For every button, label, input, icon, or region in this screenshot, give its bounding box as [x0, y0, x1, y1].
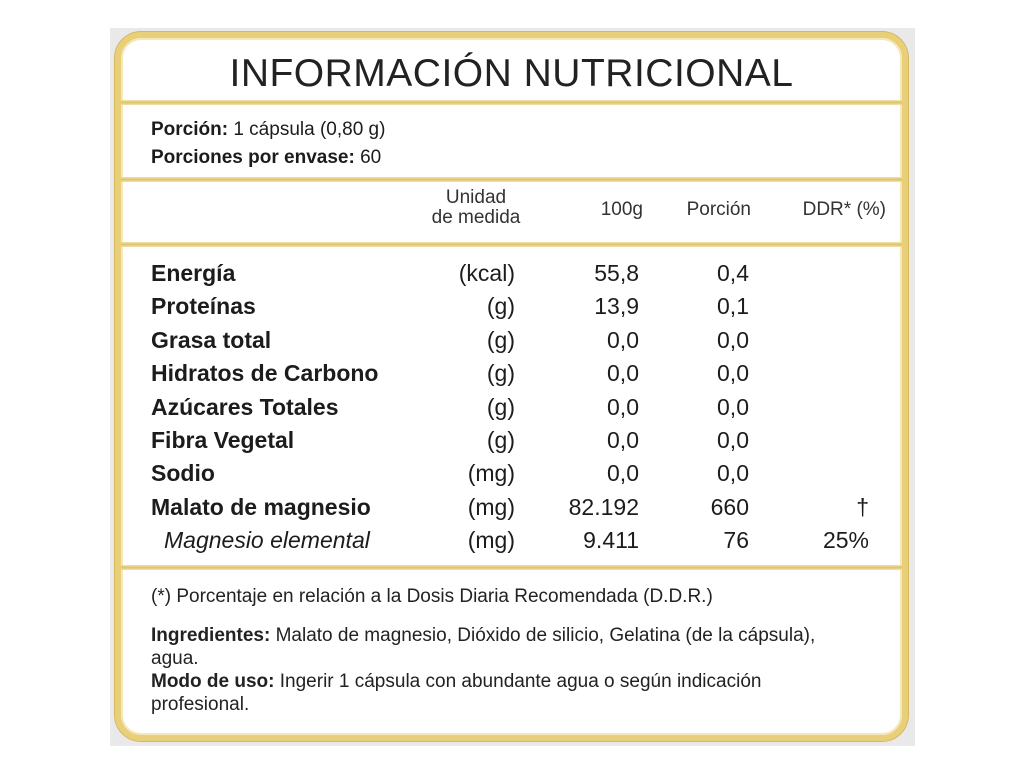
table-row: [121, 324, 902, 357]
nutrient-name: Malato de magnesio: [151, 493, 371, 520]
table-row: [121, 357, 902, 390]
header-ddr: DDR* (%): [802, 199, 886, 220]
header-unit-line2: de medida: [431, 207, 521, 228]
table-row: [121, 257, 902, 290]
usage-label: Modo de uso:: [151, 671, 275, 692]
table-row: [121, 524, 902, 557]
nutrient-portion: 0,0: [717, 360, 749, 387]
table-row: [121, 457, 902, 490]
nutrient-name: Grasa total: [151, 326, 272, 353]
ingredients-usage-block: [151, 624, 851, 716]
nutrient-name: Sodio: [151, 460, 215, 487]
nutrient-per100: 9.411: [583, 527, 639, 554]
nutrient-unit: (g): [486, 293, 515, 320]
divider-title: [121, 100, 902, 105]
table-row: [121, 391, 902, 424]
header-unit-line1: Unidad: [445, 187, 507, 208]
nutrient-name: Proteínas: [151, 293, 256, 320]
ingredients-value: Malato de magnesio, Dióxido de silicio, Gelatina (de la cápsula), agua.: [151, 625, 816, 669]
divider-table: [121, 565, 902, 570]
divider-serving: [121, 177, 902, 182]
ingredients-text: [151, 624, 851, 670]
servings-line: [151, 144, 385, 172]
servings-value: 60: [354, 147, 382, 168]
nutrient-per100: 0,0: [607, 393, 639, 420]
ddr-footnote: (*) Porcentaje en relación a la Dosis Diaria Recomendada (D.D.R.): [151, 586, 713, 607]
nutrient-portion: 0,0: [717, 426, 749, 453]
nutrient-portion: 660: [710, 493, 749, 520]
portion-label: Porción:: [151, 119, 229, 140]
usage-value: Ingerir 1 cápsula con abundante agua o según indicación profesional.: [151, 671, 762, 715]
nutrient-unit: (g): [486, 326, 515, 353]
table-row: [121, 491, 902, 524]
nutrient-per100: 82.192: [568, 493, 639, 520]
nutrient-portion: 0,0: [717, 460, 749, 487]
nutrient-name: Fibra Vegetal: [151, 426, 295, 453]
nutrient-unit: (g): [486, 426, 515, 453]
header-per100: 100g: [600, 199, 643, 220]
nutrient-unit: (mg): [467, 527, 515, 554]
nutrient-portion: 76: [723, 527, 749, 554]
serving-info: [151, 116, 385, 172]
nutrient-per100: 55,8: [594, 260, 639, 286]
nutrient-portion: 0,1: [717, 293, 749, 320]
nutrient-name: Azúcares Totales: [151, 393, 339, 420]
nutrient-name: Energía: [151, 260, 236, 286]
nutrient-name: Magnesio elemental: [164, 527, 370, 554]
header-unit: [421, 188, 531, 228]
nutrient-per100: 13,9: [594, 293, 639, 320]
nutrient-per100: 0,0: [607, 460, 639, 487]
nutrient-per100: 0,0: [607, 326, 639, 353]
table-row: [121, 424, 902, 457]
portion-value: 1 cápsula (0,80 g): [228, 119, 386, 140]
header-portion: Porción: [686, 199, 751, 220]
nutrient-unit: (g): [486, 360, 515, 387]
servings-label: Porciones por envase:: [151, 147, 355, 168]
nutrient-per100: 0,0: [607, 360, 639, 387]
nutrient-portion: 0,0: [717, 393, 749, 420]
nutrient-unit: (kcal): [458, 260, 515, 286]
table-row: [121, 290, 902, 323]
nutrient-name: Hidratos de Carbono: [151, 360, 379, 387]
nutrient-ddr: 25%: [822, 527, 869, 554]
nutrient-table: [121, 257, 902, 558]
nutrition-label: [115, 32, 908, 741]
nutrient-per100: 0,0: [607, 426, 639, 453]
nutrient-portion: 0,0: [717, 326, 749, 353]
portion-line: [151, 116, 385, 144]
divider-header: [121, 242, 902, 247]
nutrient-portion: 0,4: [717, 260, 749, 286]
ingredients-label: Ingredientes:: [151, 625, 271, 646]
nutrient-ddr: †: [856, 493, 869, 520]
nutrient-unit: (mg): [467, 460, 515, 487]
nutrient-unit: (mg): [467, 493, 515, 520]
nutrient-unit: (g): [486, 393, 515, 420]
usage-text: [151, 670, 851, 716]
label-title: INFORMACIÓN NUTRICIONAL: [229, 52, 794, 95]
